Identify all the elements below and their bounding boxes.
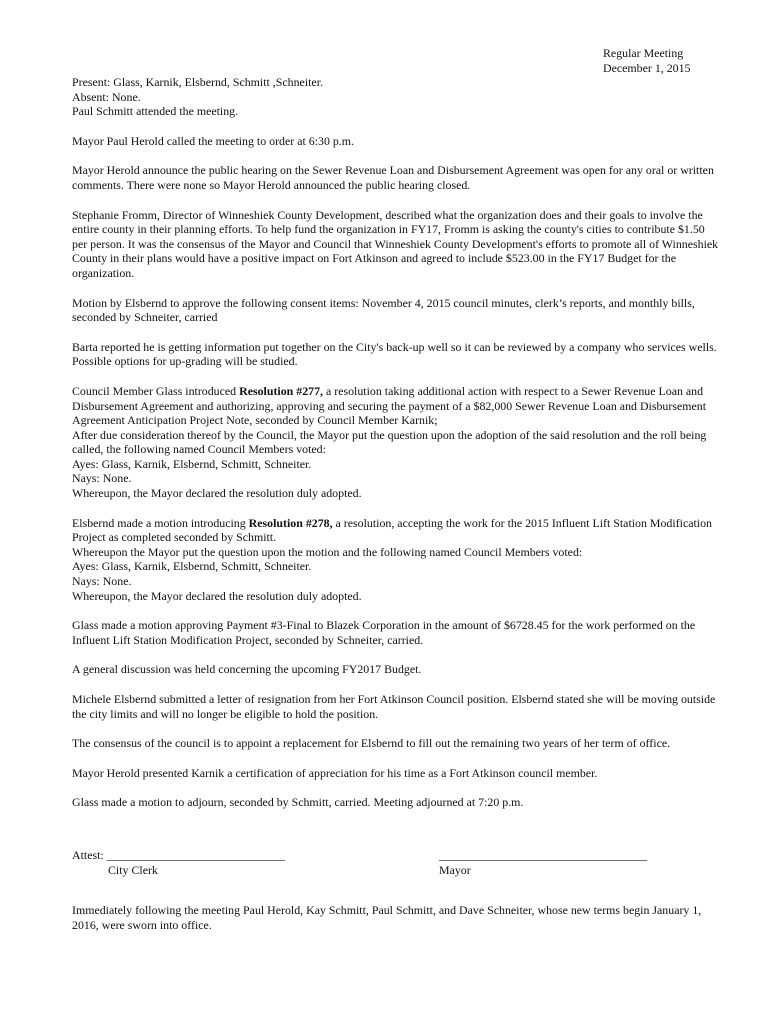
- signature-block: [72, 848, 720, 882]
- replacement-paragraph: The consensus of the council is to appoint a replacement for Elsbernd to fill out the remaining two years of her term of office.: [72, 736, 671, 751]
- attendance-block: [72, 75, 720, 119]
- resolution-278-block: [72, 516, 720, 604]
- certification-paragraph: Mayor Herold presented Karnik a certification of appreciation for his time as a Fort Atkinson council member.: [72, 765, 598, 780]
- adjourn-motion: Glass made a motion to adjourn, seconded by Schmitt, carried. Meeting adjourned at 7:20 p.m.: [72, 795, 524, 810]
- attest-signature-line: Attest: ______________________________: [72, 847, 286, 862]
- resolution-277-adopted: Whereupon, the Mayor declared the resolution duly adopted.: [72, 486, 362, 501]
- payment-motion: Glass made a motion approving Payment #3-Final to Blazek Corporation in the amount of $6728.45 for the work performed on the Influent Lift Station Modification Project, seconded by Schneiter, carried.: [72, 618, 696, 647]
- barta-report: Barta reported he is getting information put together on the City's back-up well so it can be reviewed by a company who services wells. Possible options for up-grading will be studied.: [72, 339, 717, 369]
- meeting-date: December 1, 2015: [603, 60, 691, 75]
- resolution-278-intro-before: Elsbernd made a motion introducing: [72, 515, 249, 530]
- resolution-277-nays: Nays: None.: [72, 471, 132, 486]
- city-clerk-label: City Clerk: [108, 862, 158, 877]
- fromm-paragraph: Stephanie Fromm, Director of Winneshiek County Development, described what the organization does and their goals to involve the entire county in their planning efforts. To help fund the organization in FY17, Fromm is asking the county's cities to contribute $1.50 per person. It was the consensus of the Mayor and Council that Winneshiek County Development's efforts to promote all of Winneshiek County in their plans would have a positive impact on Fort Atkinson and agreed to include $523.00 in the FY17 Budget for the organization.: [72, 207, 719, 280]
- resolution-278-intro-after: a resolution, accepting the work for the 2015 Influent Lift Station Modification Project as completed seconded by Schmitt.: [72, 515, 712, 545]
- resolution-277-intro-after: a resolution taking additional action with respect to a Sewer Revenue Loan and Disbursement Agreement and authorizing, approving and securing the payment of a $82,000 Sewer Revenue Loan and Disbursement Agreement Anticipation Project Note, seconded by Council Member Karnik;: [72, 383, 706, 428]
- minutes-body: [72, 46, 720, 947]
- resolution-278-adopted: Whereupon, the Mayor declared the resolution duly adopted.: [72, 588, 362, 603]
- resolution-277-consideration: After due consideration thereof by the Council, the Mayor put the question upon the adoption of the said resolution and the roll being called, the following named Council Members voted:: [72, 427, 707, 457]
- resolution-277-ayes: Ayes: Glass, Karnik, Elsbernd, Schmitt, Schneiter.: [72, 456, 312, 471]
- resolution-278-nays: Nays: None.: [72, 574, 132, 589]
- meeting-type: Regular Meeting: [603, 46, 684, 60]
- resolution-278-question: Whereupon the Mayor put the question upon the motion and the following named Council Members voted:: [72, 544, 583, 559]
- present-line: Present: Glass, Karnik, Elsbernd, Schmitt ,Schneiter.: [72, 75, 323, 89]
- consent-motion: Motion by Elsbernd to approve the following consent items: November 4, 2015 council minutes, clerk’s reports, and monthly bills, seconded by Schneiter, carried: [72, 295, 695, 325]
- public-hearing: Mayor Herold announce the public hearing on the Sewer Revenue Loan and Disbursement Agreement was open for any oral or written comments. There were none so Mayor Herold announced the public hearing closed.: [72, 163, 714, 192]
- call-to-order: Mayor Paul Herold called the meeting to order at 6:30 p.m.: [72, 133, 354, 148]
- resolution-277-label: Resolution #277,: [239, 383, 324, 398]
- attended-line: Paul Schmitt attended the meeting.: [72, 104, 239, 119]
- budget-discussion: A general discussion was held concerning the upcoming FY2017 Budget.: [72, 662, 422, 677]
- resolution-278-ayes: Ayes: Glass, Karnik, Elsbernd, Schmitt, Schneiter.: [72, 559, 312, 574]
- resignation-paragraph: Michele Elsbernd submitted a letter of resignation from her Fort Atkinson Council position. Elsbernd stated she will be moving outside the city limits and will no longer be eligible to hold the position.: [72, 692, 716, 721]
- resolution-277-intro-before: Council Member Glass introduced: [72, 383, 240, 398]
- closing-paragraph: Immediately following the meeting Paul Herold, Kay Schmitt, Paul Schmitt, and Dave Schneiter, whose new terms begin January 1, 2016, were sworn into office.: [72, 902, 702, 932]
- resolution-277-block: [72, 384, 720, 501]
- absent-line: Absent: None.: [72, 89, 141, 104]
- mayor-label: Mayor: [439, 862, 471, 877]
- resolution-278-label: Resolution #278,: [248, 515, 333, 530]
- mayor-signature-line: ___________________________________: [439, 847, 648, 862]
